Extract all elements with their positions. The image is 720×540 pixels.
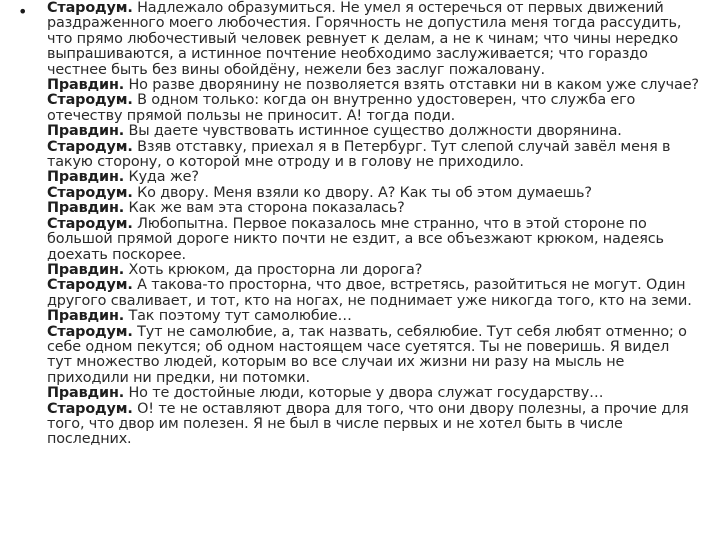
- speaker-name: Стародум.: [47, 215, 133, 232]
- line-text: Как же вам эта сторона показалась?: [124, 200, 405, 217]
- speaker-name: Правдин.: [47, 169, 125, 186]
- dialogue-line: [47, 217, 715, 232]
- dialogue-line: [47, 78, 715, 93]
- dialogue-line: [47, 309, 715, 324]
- speaker-name: Стародум.: [47, 0, 133, 16]
- line-text: раздраженного моего любочестия. Горячность не допустила меня тогда рассудить,: [47, 15, 682, 32]
- speaker-name: Стародум.: [47, 138, 133, 155]
- dialogue-line: [47, 32, 715, 47]
- dialogue-line: [47, 93, 715, 108]
- dialogue-line: [47, 47, 715, 62]
- dialogue-line: [47, 232, 715, 247]
- bullet-marker: •: [18, 2, 28, 21]
- line-text: Куда же?: [124, 169, 199, 186]
- line-text: тут множество людей, которым во все случаи их жизни ни разу на мысль не: [47, 354, 625, 371]
- line-text: доехать поскорее.: [47, 246, 186, 263]
- line-text: Но те достойные люди, которые у двора служат государству…: [124, 385, 604, 402]
- speaker-name: Стародум.: [47, 277, 133, 294]
- dialogue-line: [47, 278, 715, 293]
- line-text: В одном только: когда он внутренно удостоверен, что служба его: [132, 92, 636, 109]
- line-text: такую сторону, о которой мне отроду и в голову не приходило.: [47, 154, 524, 171]
- line-text: Надлежало образумиться. Не умел я остеречься от первых движений: [132, 0, 664, 16]
- line-text: того, что двор им полезен. Я не был в числе первых и не хотел быть в числе: [47, 415, 623, 432]
- line-text: Так поэтому тут самолюбие…: [124, 308, 352, 325]
- dialogue-line: [47, 371, 715, 386]
- speaker-name: Стародум.: [47, 92, 133, 109]
- dialogue-line: [47, 263, 715, 278]
- speaker-name: Стародум.: [47, 184, 133, 201]
- line-text: честнее быть без вины обойдёну, нежели без заслуг пожаловану.: [47, 61, 545, 78]
- speaker-name: Правдин.: [47, 200, 125, 217]
- line-text: Взяв отставку, приехал я в Петербург. Тут слепой случай завёл меня в: [132, 138, 671, 155]
- line-text: себе одном пекутся; об одном настоящем часе суетятся. Ты не поверишь. Я видел: [47, 338, 670, 355]
- line-text: другого сваливает, и тот, кто на ногах, не поднимает уже никогда того, кто на земи.: [47, 292, 692, 309]
- line-text: Ко двору. Меня взяли ко двору. А? Как ты об этом думаешь?: [132, 184, 592, 201]
- line-text: Любопытна. Первое показалось мне странно, что в этой стороне по: [132, 215, 647, 232]
- line-text: А такова-то просторна, что двое, встретясь, разойтиться не могут. Один: [132, 277, 686, 294]
- dialogue-line: [47, 63, 715, 78]
- speaker-name: Правдин.: [47, 308, 125, 325]
- speaker-name: Правдин.: [47, 77, 125, 94]
- dialogue-text-block: [47, 0, 715, 448]
- dialogue-line: [47, 417, 715, 432]
- speaker-name: Стародум.: [47, 323, 133, 340]
- dialogue-line: [47, 201, 715, 216]
- speaker-name: Стародум.: [47, 400, 133, 417]
- line-text: приходили ни предки, ни потомки.: [47, 369, 310, 386]
- dialogue-line: [47, 432, 715, 447]
- dialogue-line: [47, 340, 715, 355]
- dialogue-line: [47, 124, 715, 139]
- line-text: отечеству прямой пользы не приносит. А! тогда поди.: [47, 107, 455, 124]
- dialogue-line: [47, 248, 715, 263]
- speaker-name: Правдин.: [47, 261, 125, 278]
- speaker-name: Правдин.: [47, 123, 125, 140]
- dialogue-line: [47, 0, 715, 16]
- line-text: большой прямой дороге никто почти не ездит, а все объезжают крюком, надеясь: [47, 231, 664, 248]
- line-text: Но разве дворянину не позволяется взять отставки ни в каком уже случае?: [124, 77, 699, 94]
- line-text: что прямо любочестивый человек ревнует к делам, а не к чинам; что чины нередко: [47, 30, 679, 47]
- dialogue-line: [47, 170, 715, 185]
- dialogue-line: [47, 16, 715, 31]
- line-text: Хоть крюком, да просторна ли дорога?: [124, 261, 423, 278]
- line-text: О! те не оставляют двора для того, что они двору полезны, а прочие для: [132, 400, 689, 417]
- dialogue-line: [47, 325, 715, 340]
- line-text: Вы даете чувствовать истинное существо должности дворянина.: [124, 123, 622, 140]
- line-text: последних.: [47, 431, 132, 448]
- dialogue-line: [47, 386, 715, 401]
- dialogue-line: [47, 294, 715, 309]
- dialogue-line: [47, 186, 715, 201]
- line-text: Тут не самолюбие, а, так назвать, себялюбие. Тут себя любят отменно; о: [132, 323, 687, 340]
- dialogue-line: [47, 402, 715, 417]
- dialogue-line: [47, 109, 715, 124]
- dialogue-line: [47, 355, 715, 370]
- speaker-name: Правдин.: [47, 385, 125, 402]
- line-text: выпрашиваются, а истинное почтение необходимо заслуживается; что гораздо: [47, 46, 648, 63]
- dialogue-line: [47, 155, 715, 170]
- dialogue-line: [47, 140, 715, 155]
